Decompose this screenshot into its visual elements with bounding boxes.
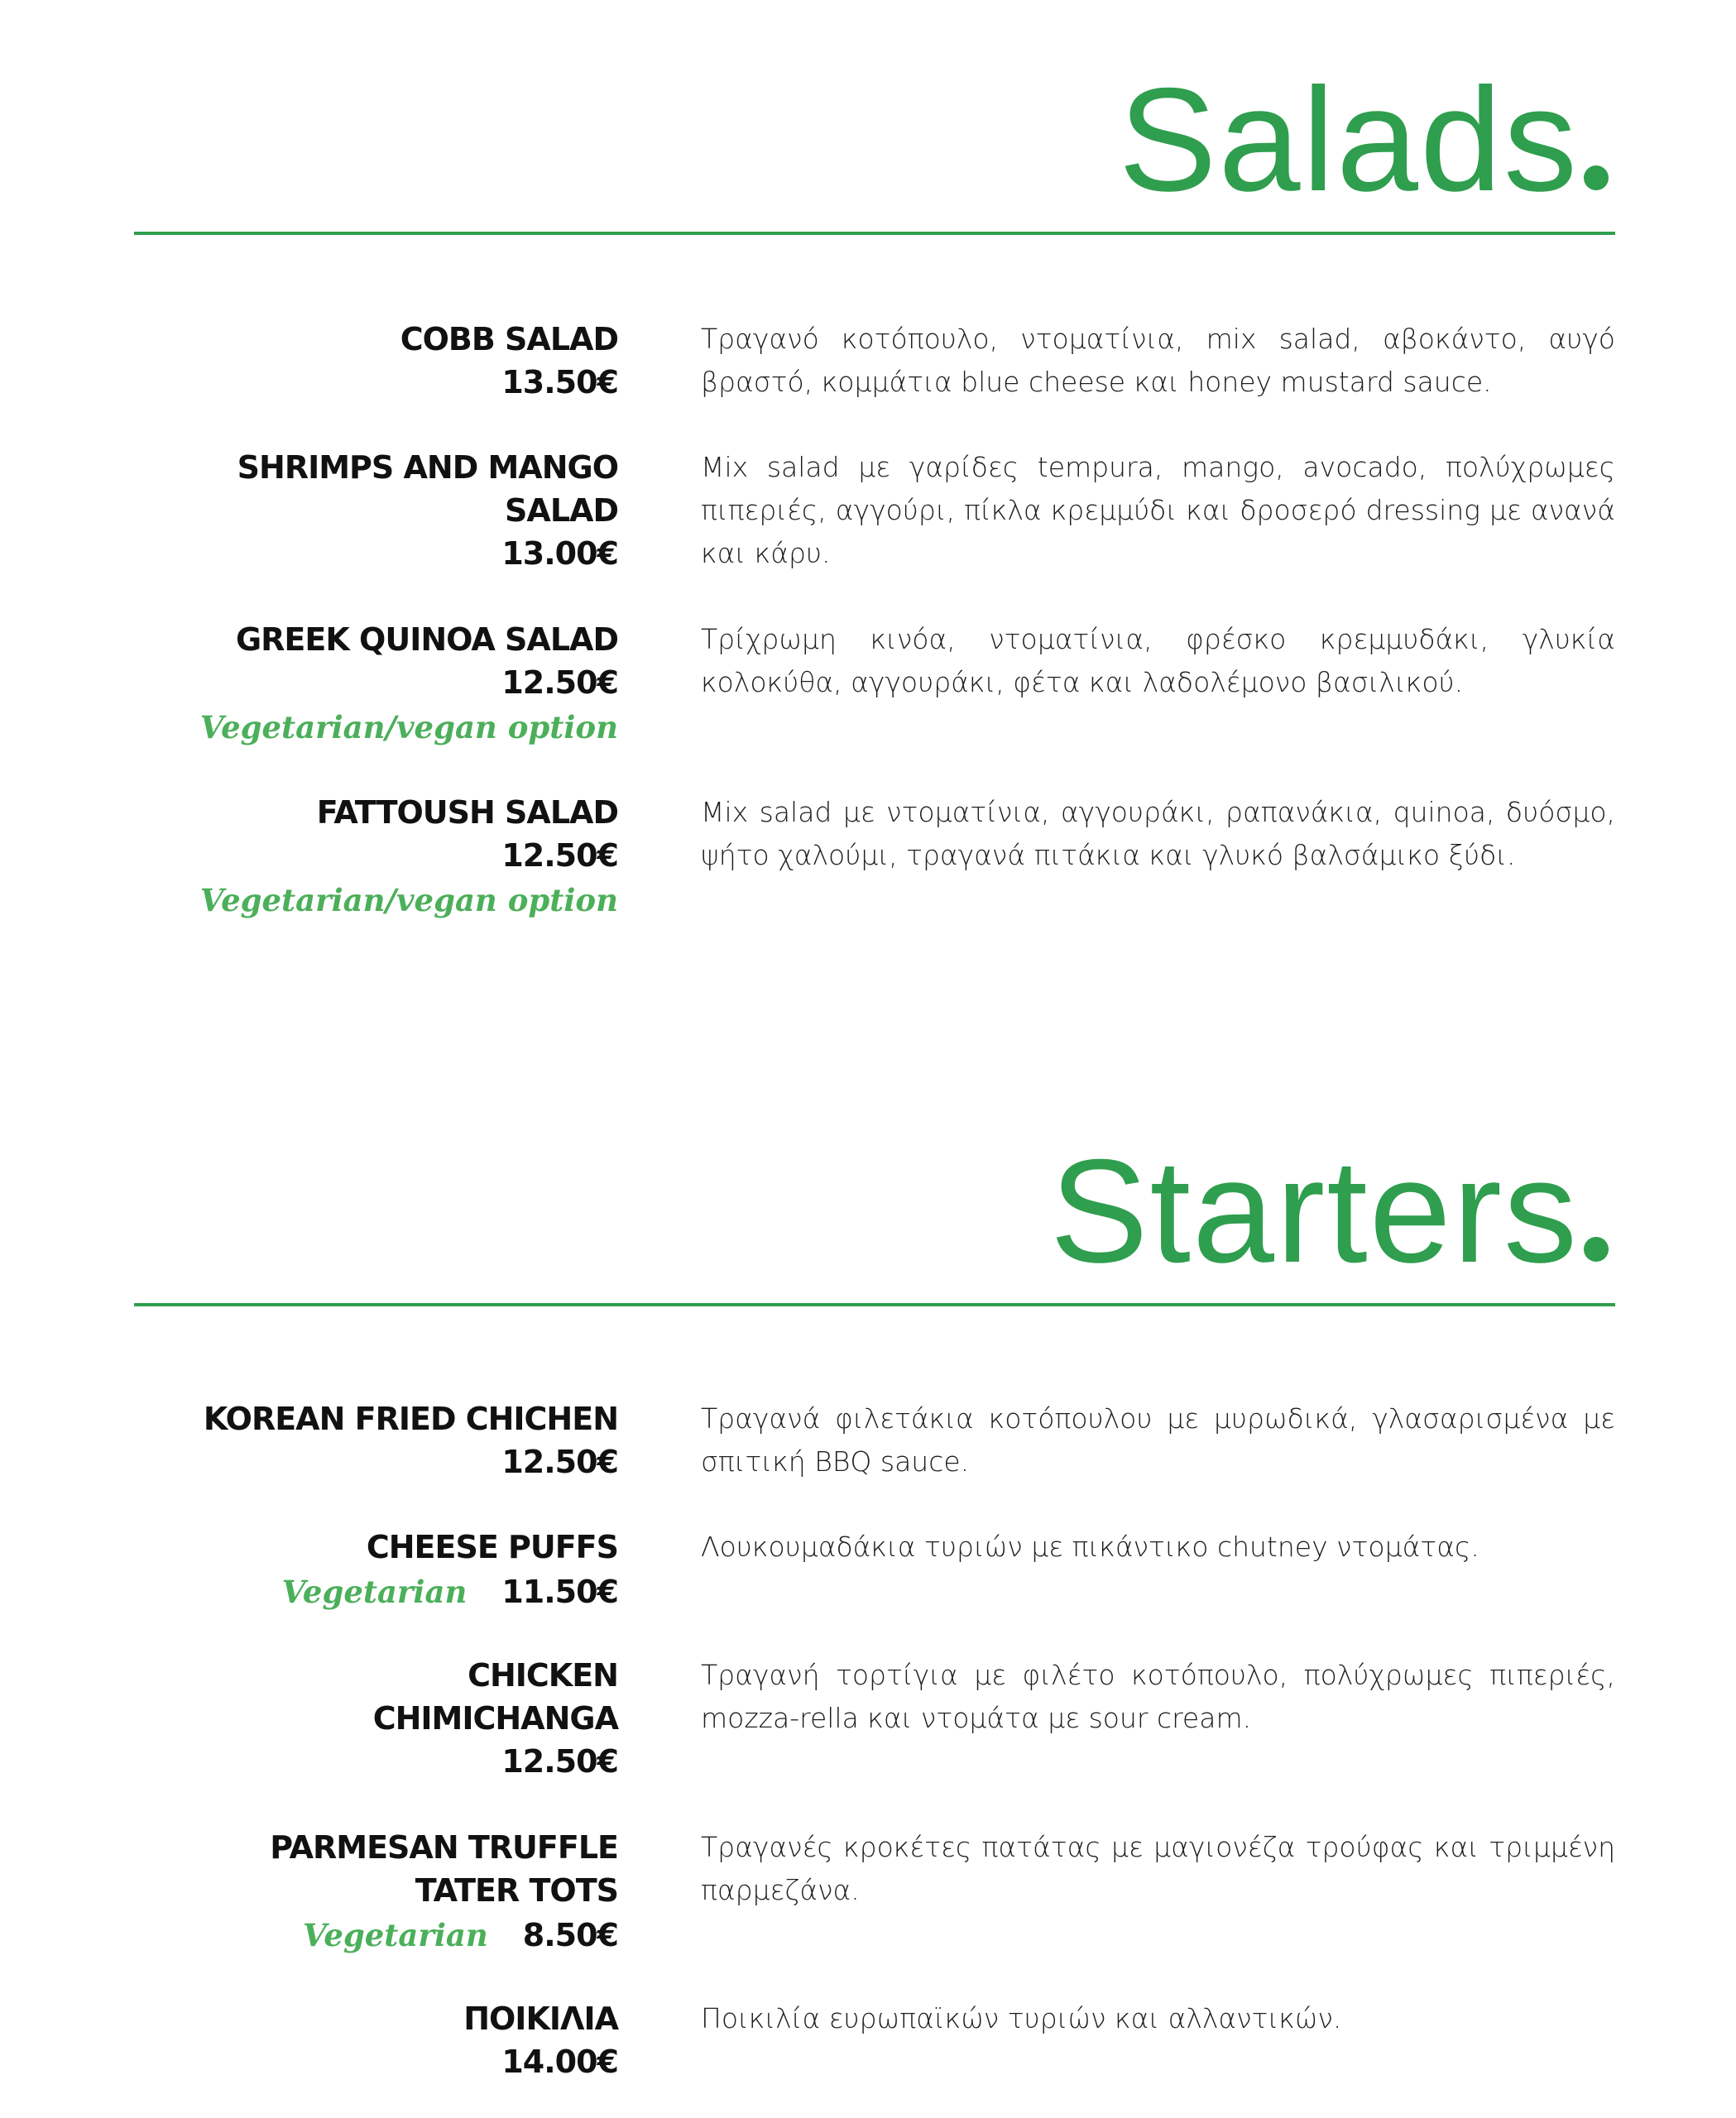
item-dietary-note: Vegetarian/vegan option — [199, 882, 618, 918]
item-name: CHEESE PUFFS — [366, 1529, 618, 1565]
item-header — [134, 1826, 618, 1958]
item-header — [134, 1526, 618, 1615]
starters-title — [1049, 1128, 1615, 1293]
item-price: 12.50€ — [501, 664, 618, 701]
item-name: GREEK QUINOA SALAD — [235, 621, 618, 658]
item-description: Τραγανές κροκέτες πατάτας με μαγιονέζα τρούφας και τριμμένη παρμεζάνα. — [701, 1831, 1615, 1906]
item-price: 8.50€ — [522, 1917, 618, 1953]
item-header — [134, 446, 618, 575]
item-price: 11.50€ — [501, 1574, 618, 1610]
item-description: Τρίχρωμη κινόα, ντοματίνια, φρέσκο κρεμμυδάκι, γλυκία κολοκύθα, αγγουράκι, φέτα και λαδολέμονο βασιλικού. — [701, 623, 1615, 698]
item-description: Λουκουμαδάκια τυριών με πικάντικο chutney ντομάτας. — [701, 1531, 1479, 1563]
item-name: FATTOUSH SALAD — [316, 794, 618, 831]
salads-header — [134, 57, 1615, 235]
title-dot-icon — [1584, 1237, 1609, 1262]
item-description: Mix salad με ντοματίνια, αγγουράκι, ραπανάκια, quinoa, δυόσμο, ψήτο χαλούμι, τραγανά πιτάκια και γλυκό βαλσάμικο ξύδι. — [701, 796, 1615, 871]
item-description: Mix salad με γαρίδες tempura, mango, avocado, πολύχρωμες πιπεριές, αγγούρι, πίκλα κρεμμύδι και δροσερό dressing με ανανά και κάρυ. — [701, 451, 1615, 569]
title-dot-icon — [1584, 165, 1609, 190]
item-name: ΠΟΙΚΙΛΙΑ — [463, 2001, 618, 2037]
item-header — [134, 1654, 618, 1783]
item-header — [134, 791, 618, 923]
item-name: KOREAN FRIED CHICHEN — [203, 1401, 618, 1437]
item-price-row — [134, 1569, 618, 1615]
item-name-line1: SHRIMPS AND MANGO — [237, 449, 618, 486]
salads-section — [134, 57, 1615, 918]
item-description: Τραγανή τορτίγια με φιλέτο κοτόπουλο, πολύχρωμες πιπεριές, mozza-rella και ντομάτα με sour cream. — [701, 1659, 1615, 1734]
item-name-line2: SALAD — [505, 492, 618, 529]
item-name-line2: CHIMICHANGA — [372, 1700, 618, 1737]
item-name-line1: PARMESAN TRUFFLE — [270, 1829, 618, 1866]
salads-title-text: Salads — [1118, 57, 1579, 222]
item-header — [134, 1997, 618, 2083]
salads-title — [1118, 57, 1615, 222]
item-name-line1: CHICKEN — [468, 1657, 618, 1694]
starters-header — [134, 1128, 1615, 1306]
item-header — [134, 318, 618, 404]
item-description: Τραγανό κοτόπουλο, ντοματίνια, mix salad, αβοκάντο, αυγό βραστό, κομμάτια blue cheese και honey mustard sauce. — [701, 323, 1615, 398]
item-price: 12.50€ — [501, 1743, 618, 1780]
item-dietary-note: Vegetarian — [281, 1574, 468, 1610]
item-price: 14.00€ — [501, 2044, 618, 2080]
item-price: 12.50€ — [501, 1444, 618, 1480]
item-price-row — [134, 1912, 618, 1958]
item-description: Τραγανά φιλετάκια κοτόπουλου με μυρωδικά, γλασαρισμένα με σπιτική BBQ sauce. — [701, 1402, 1615, 1478]
item-header — [134, 1397, 618, 1483]
item-description: Ποικιλία ευρωπαϊκών τυριών και αλλαντικών. — [701, 2002, 1342, 2034]
item-price: 13.00€ — [501, 535, 618, 572]
starters-section — [134, 1128, 1615, 2080]
item-dietary-note: Vegetarian/vegan option — [199, 709, 618, 745]
item-price: 13.50€ — [501, 364, 618, 400]
item-dietary-note: Vegetarian — [303, 1917, 488, 1953]
item-header — [134, 618, 618, 750]
starters-title-text: Starters — [1049, 1128, 1579, 1293]
item-price: 12.50€ — [501, 837, 618, 874]
item-name-line2: TATER TOTS — [415, 1872, 618, 1909]
item-name: COBB SALAD — [400, 321, 618, 357]
